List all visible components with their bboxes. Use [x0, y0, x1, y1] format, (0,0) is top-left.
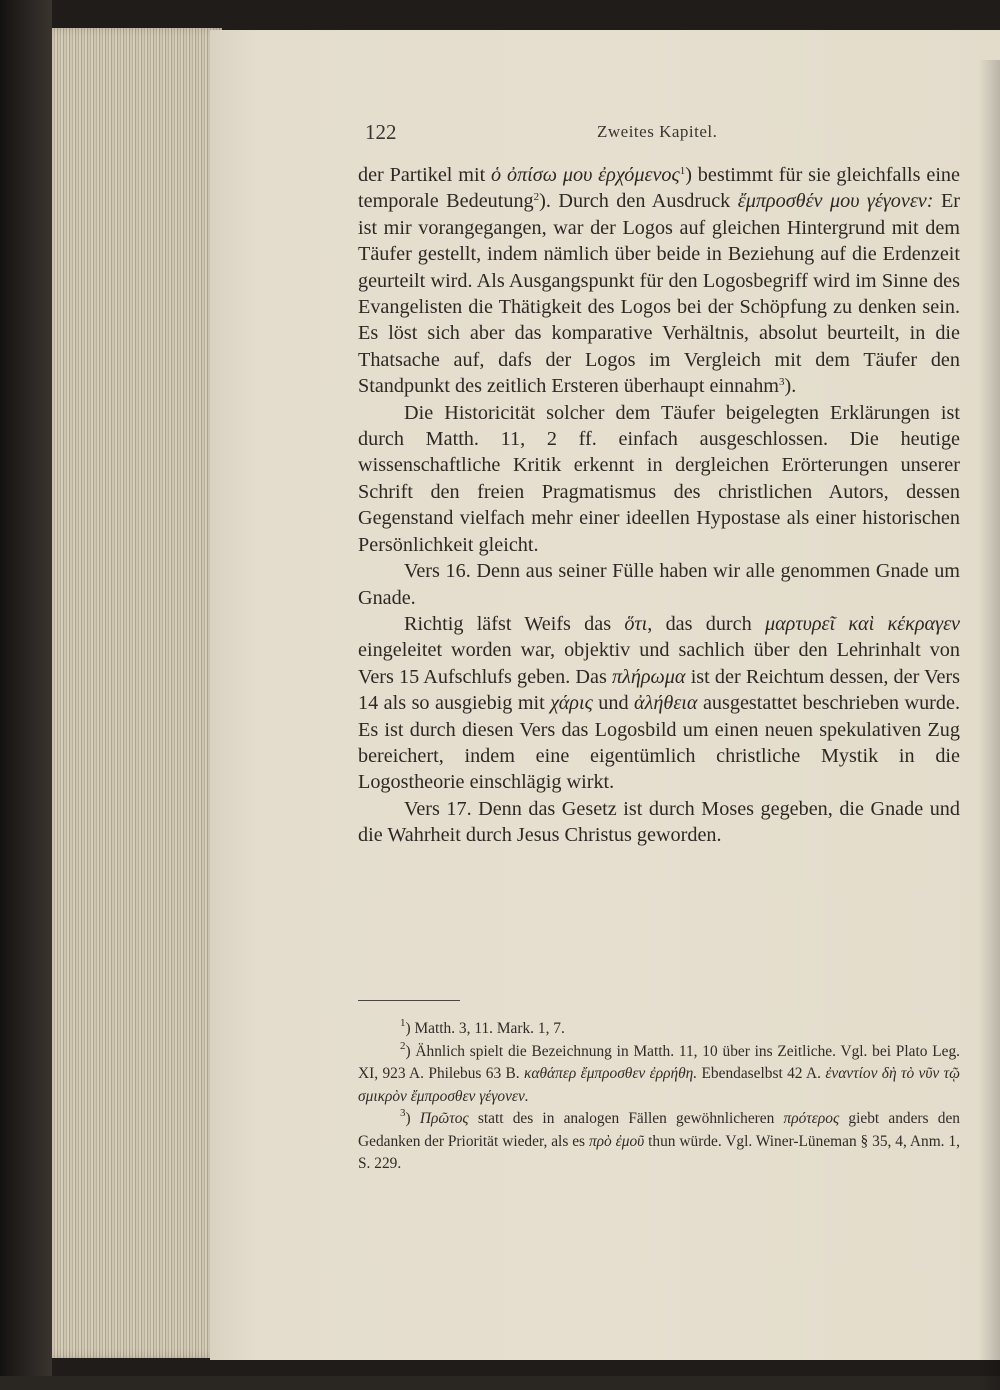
paragraph-2: Die Historicität solcher dem Täufer beigelegten Erklärungen ist durch Matth. 11, 2 ff. einfach ausgeschlossen. Die heutige wissenschaftliche Kritik erkennt in dergleichen Erörterungen unserer Schrift den freien Pragmatismus des christlichen Autors, dessen Gegenstand vielfach mehr einer ideellen Hypostase als einer historischen Persönlichkeit gleicht. — [358, 401, 960, 556]
text-run: ist der Reichtum dessen, der Vers 14 als so ausgiebig mit — [358, 665, 960, 715]
text-run: , das durch — [647, 612, 765, 635]
text-run: der Partikel mit — [358, 164, 492, 186]
text-run: Er ist mir vorangegangen, war der Logos auf gleichen Hintergrund mit dem Täufer gestellt, indem nämlich über beide in Beziehung auf die Erdenzeit geurteilt wird. Als Ausgangspunkt für den Logosbegriff wird im Sinne des Evangelisten die Thätigkeit des Logos bei der Schöpfung zu denken sein. Es löst sich aber das komparative Verhältnis, absolut beurteilt, in die Thatsache auf, dafs der Logos im Vergleich mit dem Täufer den Standpunkt des zeitlich Ersteren überhaupt einnahm — [358, 190, 960, 398]
footnote-text: ) Ähnlich spielt die Bezeichnung in Matth. 11, 10 über ins Zeitliche. Vgl. bei Plato Leg. XI, 923 A. Philebus 63 B. — [358, 1042, 960, 1082]
text-run: Richtig läfst Weifs das — [404, 612, 625, 635]
text-run: ) bestimmt für sie gleichfalls eine temporale Bedeutung — [358, 164, 960, 213]
footnote-ref-2: 2 — [533, 191, 540, 204]
greek-word: ἀλήθεια — [634, 692, 698, 715]
greek-quote: ὁ ὀπίσω μου ἐρχόμενος — [491, 164, 680, 186]
footnote-text: ) Matth. 3, 11. Mark. 1, 7. — [405, 1020, 565, 1037]
paragraph-4 — [358, 611, 960, 796]
book-cover-edge — [0, 0, 52, 1376]
footnote-ref-3: 3 — [779, 376, 785, 389]
page-header — [365, 120, 945, 150]
greek-word: πρότερος — [783, 1110, 840, 1127]
footnote-text: Ebendaselbst 42 A. — [697, 1065, 826, 1082]
greek-word: πρὸ ἐμοῦ — [588, 1132, 645, 1150]
page-number: 122 — [365, 120, 397, 144]
text-run: eingeleitet worden war, objektiv und sachlich über den Lehrinhalt von Vers 15 Aufschlufs geben. Das — [358, 639, 960, 688]
footnote-text: giebt anders den Gedanken der Priorität wieder, als es — [358, 1110, 960, 1150]
footnote-text: thun würde. Vgl. Winer-Lüneman § 35, 4, Anm. 1, S. 229. — [358, 1132, 960, 1172]
footnote-1 — [358, 1018, 960, 1041]
running-title: Zweites Kapitel. — [597, 122, 718, 141]
footnote-text: ) — [405, 1110, 420, 1127]
body-text — [358, 162, 960, 849]
text-run: und — [592, 692, 635, 715]
footnote-marker: 2 — [400, 1039, 406, 1052]
book-page — [210, 30, 1000, 1360]
page-stack-edges — [52, 28, 222, 1358]
paragraph-verse-17: Vers 17. Denn das Gesetz ist durch Moses gegeben, die Gnade und die Wahrheit durch Jesus Christus geworden. — [358, 797, 960, 847]
paragraph-1 — [358, 162, 960, 400]
greek-quote: καθάπερ ἔμπροσθεν ἐρρήθη. — [524, 1065, 698, 1082]
footnote-3 — [358, 1108, 960, 1176]
footnote-text: statt des in analogen Fällen gewöhnlicheren — [468, 1110, 784, 1127]
greek-word: πλήρωμα — [611, 665, 686, 688]
greek-quote: ἔμπροσθέν μου γέγονεν: — [737, 190, 934, 213]
greek-word: Πρῶτος — [419, 1110, 469, 1127]
greek-word: χάρις — [550, 692, 593, 715]
footnotes — [358, 1018, 960, 1176]
footnote-marker: 3 — [400, 1107, 406, 1119]
text-run: ). Durch den Ausdruck — [539, 190, 738, 213]
greek-word: ὅτι — [624, 612, 648, 635]
greek-quote: ἐναντίον δὴ τὸ νῦν τῷ σμικρὸν ἔμπροσθεν γέγονεν. — [358, 1065, 960, 1105]
footnote-ref-1: 1 — [679, 165, 686, 177]
footnote-marker: 1 — [400, 1017, 406, 1029]
text-run: ausgestattet beschrieben wurde. Es ist durch diesen Vers das Logosbild um einen neuen spekulativen Zug bereichert, indem eine eigentümlich christliche Mystik in die Logostheorie einschlägig wirkt. — [358, 692, 960, 794]
text-run: ). — [784, 375, 797, 398]
page-edge-shadow — [978, 60, 1000, 1390]
footnote-2 — [358, 1041, 960, 1109]
greek-word: μαρτυρεῖ καὶ κέκραγεν — [764, 612, 960, 635]
paragraph-verse-16: Vers 16. Denn aus seiner Fülle haben wir alle genommen Gnade um Gnade. — [358, 560, 960, 609]
footnote-divider — [358, 1000, 460, 1001]
